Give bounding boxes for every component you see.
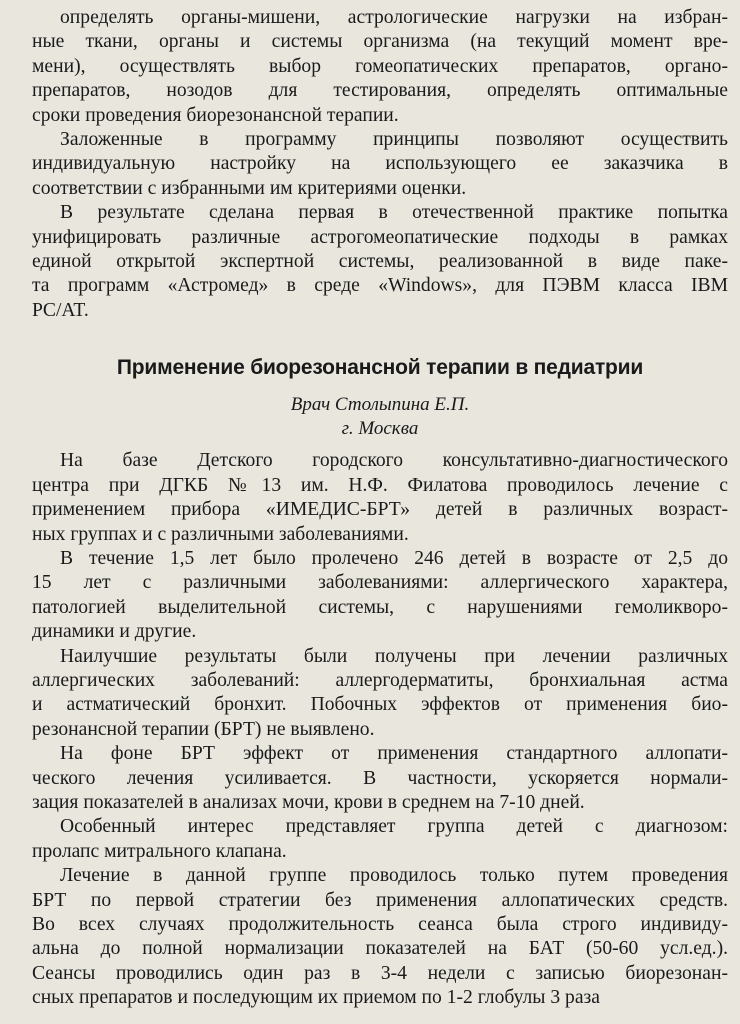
article-city: г. Москва [341,418,419,440]
text-line: соответствии с избранными им критериями оценки. [32,177,467,199]
text-line: унифицировать различные астрогомеопатические подходы в рамках [32,226,728,248]
paragraph [32,645,728,743]
text-line: применением прибора «ИМЕДИС-БРТ» детей в различных возраст- [32,499,728,521]
text-line: зация показателей в анализах мочи, крови в среднем на 7-10 дней. [32,791,585,813]
text-line: динамики и другие. [32,621,197,643]
text-line: единой открытой экспертной системы, реализованной в виде паке- [32,251,728,273]
text-line: В результате сделана первая в отечественной практике попытка [60,202,728,224]
text-line: ных группах и с различными заболеваниями. [32,523,409,545]
text-line: Сеансы проводились один раз в 3-4 недели с записью биорезонан- [32,962,728,984]
intro-section [32,6,728,323]
text-line: 15 лет с различными заболеваниями: аллергического характера, [32,572,728,594]
text-line: Во всех случаях продолжительность сеанса была строго индивиду- [32,914,728,935]
paragraph [32,201,728,323]
text-line: аллергических заболеваний: аллергодерматиты, бронхиальная астма [32,669,728,691]
paragraph [32,6,728,128]
paragraph [32,742,728,815]
text-line: Особенный интерес представляет группа детей с диагнозом: [60,816,728,838]
text-line: определять органы-мишени, астрологические нагрузки на избран- [60,7,728,28]
paragraph [32,128,728,201]
text-line: альна до полной нормализации показателей на БАТ (50-60 усл.ед.). [32,938,728,960]
text-line: В течение 1,5 лет было пролечено 246 детей в возрасте от 2,5 до [60,547,728,569]
text-line: Лечение в данной группе проводилось только путем проведения [60,865,728,887]
text-line: сроки проведения биорезонансной терапии. [32,104,399,126]
text-line: пролапс митрального клапана. [32,840,287,862]
text-line: мени), осуществлять выбор гомеопатических препаратов, органо- [32,55,728,77]
text-line: БРТ по первой стратегии без применения аллопатических средств. [32,889,728,911]
text-line: PC/AT. [32,299,89,321]
text-line: ческого лечения усиливается. В частности, ускоряется нормали- [32,767,728,789]
text-line: резонансной терапии (БРТ) не выявлено. [32,718,375,740]
text-line: центра при ДГКБ №13 им. Н.Ф. Филатова проводилось лечение с [32,474,728,496]
paragraph [32,864,728,1010]
text-line: сных препаратов и последующим их приемом по 1-2 глобулы 3 раза [32,987,600,1009]
text-line: индивидуальную настройку на использующего ее заказчика в [32,153,728,175]
article-title: Применение биорезонансной терапии в педиатрии [116,356,644,380]
paragraph [32,547,728,645]
text-line: На базе Детского городского консультативно-диагностического [60,450,728,472]
text-line: Заложенные в программу принципы позволяют осуществить [60,129,728,151]
paragraph [32,449,728,547]
text-line: патологией выделительной системы, с нарушениями гемоликворо- [32,596,728,618]
paragraph [32,815,728,864]
text-line: препаратов, нозодов для тестирования, определять оптимальные [32,80,728,102]
text-line: и астматический бронхит. Побочных эффектов от применения био- [32,694,728,716]
text-line: та программ «Астромед» в среде «Windows», для ПЭВМ класса IBM [32,275,728,297]
article-body [32,449,728,1010]
article-author: Врач Столыпина Е.П. [290,394,470,416]
text-line: ные ткани, органы и системы организма (на текущий момент вре- [32,31,728,53]
text-line: Наилучшие результаты были получены при лечении различных [60,645,728,667]
text-line: На фоне БРТ эффект от применения стандартного аллопати- [60,743,728,765]
